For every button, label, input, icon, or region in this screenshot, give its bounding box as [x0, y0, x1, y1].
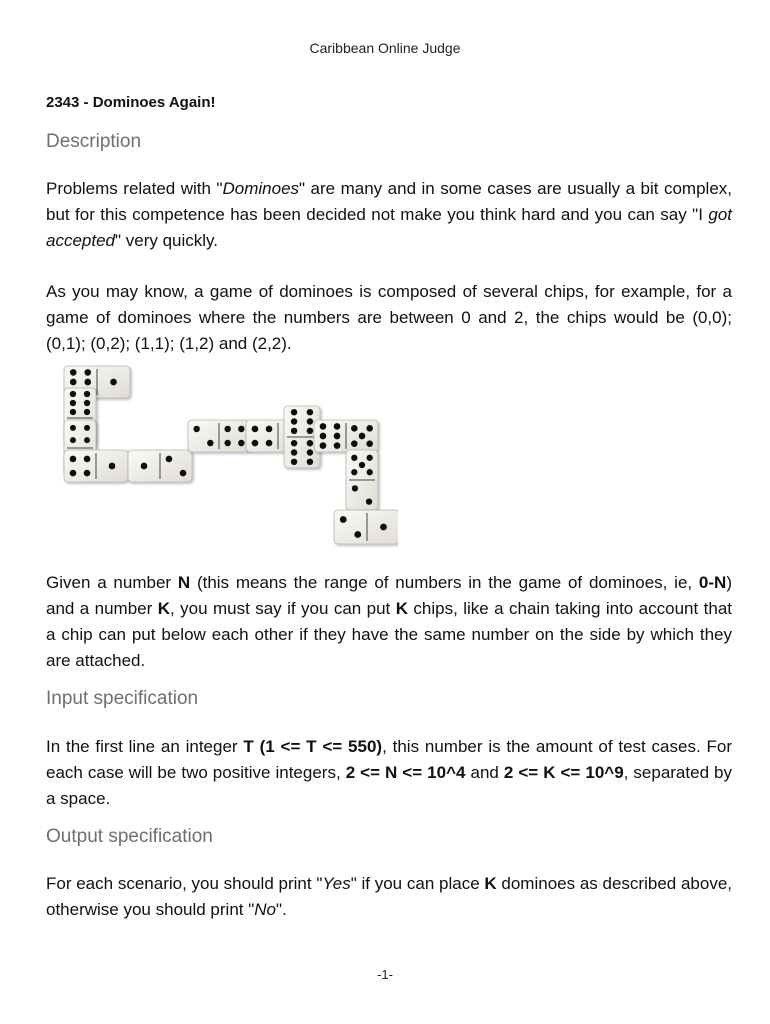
- domino-pip: [180, 470, 187, 477]
- domino-pip: [84, 379, 91, 386]
- domino-pip: [351, 440, 358, 447]
- domino-pip: [334, 423, 341, 430]
- domino-pip: [70, 470, 77, 477]
- domino-pip: [70, 379, 77, 386]
- domino-pip: [84, 400, 90, 406]
- domino-pip: [351, 469, 357, 475]
- domino-pip: [352, 485, 358, 491]
- domino-pip: [359, 433, 366, 440]
- domino-tile: [346, 450, 378, 510]
- domino-pip: [334, 442, 341, 449]
- domino-pip: [207, 440, 213, 446]
- domino-pip: [84, 470, 91, 477]
- description-paragraph-3: Given a number N (this means the range of numbers in the game of dominoes, ie, 0-N) and a number K, you must say if you can put K chips, like a chain taking into account that a chip can put below each other if they have the same number on the side by which they are attached.: [46, 573, 732, 670]
- domino-pip: [291, 440, 297, 446]
- domino-pip: [291, 449, 297, 455]
- domino-pip: [320, 423, 327, 430]
- domino-pip: [359, 462, 365, 468]
- domino-pip: [70, 369, 77, 376]
- domino-pip: [238, 440, 244, 446]
- domino-pip: [70, 391, 76, 397]
- domino-pip: [291, 418, 297, 424]
- domino-pip: [84, 437, 90, 443]
- domino-pip: [291, 428, 297, 434]
- domino-pip: [320, 442, 327, 449]
- domino-pip: [291, 459, 297, 465]
- domino-pip: [252, 440, 259, 447]
- site-header: Caribbean Online Judge: [309, 40, 461, 56]
- domino-pip: [291, 409, 297, 415]
- description-paragraph-1: Problems related with "Dominoes" are many and in some cases are usually a bit complex, but for this competence has been decided not make you think hard and you can say "I got accepted" very quickly.: [46, 179, 732, 250]
- output-specification-heading: Output specification: [46, 826, 213, 847]
- domino-pip: [84, 391, 90, 397]
- input-specification-paragraph: In the first line an integer T (1 <= T <= 550), this number is the amount of test cases. For each case will be two positive integers, 2 <= N <= 10^4 and 2 <= K <= 10^9, separated by a space.: [46, 737, 732, 808]
- description-heading: Description: [46, 131, 142, 152]
- domino-pip: [320, 433, 327, 440]
- domino-pip: [193, 426, 199, 432]
- domino-pip: [307, 428, 313, 434]
- domino-pip: [224, 440, 230, 446]
- domino-pip: [307, 409, 313, 415]
- domino-pip: [166, 456, 173, 463]
- domino-pip: [70, 437, 76, 443]
- domino-pip: [366, 440, 373, 447]
- domino-pip: [70, 425, 76, 431]
- output-specification-paragraph: For each scenario, you should print "Yes" if you can place K dominoes as described above, otherwise you should print "No".: [46, 874, 733, 919]
- domino-pip: [141, 463, 148, 470]
- input-specification-heading: Input specification: [46, 688, 199, 709]
- domino-face: [334, 510, 398, 544]
- domino-pip: [70, 400, 76, 406]
- domino-pip: [366, 425, 373, 432]
- domino-pip: [224, 426, 230, 432]
- domino-pip: [238, 426, 244, 432]
- page-number: -1-: [377, 967, 393, 982]
- domino-tile: [314, 420, 378, 452]
- dominoes-chain-figure: [58, 362, 398, 552]
- domino-pip: [70, 409, 76, 415]
- domino-pip: [252, 426, 259, 433]
- domino-pip: [307, 459, 313, 465]
- domino-pip: [367, 469, 373, 475]
- domino-pip: [110, 379, 117, 386]
- domino-tile: [128, 450, 192, 482]
- domino-pip: [307, 418, 313, 424]
- domino-pip: [307, 449, 313, 455]
- domino-tile: [64, 450, 128, 482]
- domino-pip: [351, 455, 357, 461]
- domino-pip: [380, 524, 387, 531]
- domino-tile: [188, 420, 250, 452]
- domino-pip: [266, 440, 273, 447]
- domino-pip: [351, 425, 358, 432]
- domino-pip: [266, 426, 273, 433]
- domino-pip: [367, 455, 373, 461]
- domino-pip: [70, 456, 77, 463]
- description-paragraph-2: As you may know, a game of dominoes is composed of several chips, for example, for a game of dominoes where the numbers are between 0 and 2, the chips would be (0,0); (0,1); (0,2); (1,1); (1,2) and (2,2).: [46, 282, 732, 353]
- domino-pip: [354, 531, 361, 538]
- domino-pip: [334, 433, 341, 440]
- domino-pip: [307, 440, 313, 446]
- domino-pip: [366, 498, 372, 504]
- domino-pip: [340, 516, 347, 523]
- problem-title: 2343 - Dominoes Again!: [46, 94, 216, 111]
- domino-pip: [84, 456, 91, 463]
- domino-tile: [334, 510, 398, 544]
- domino-pip: [84, 409, 90, 415]
- domino-pip: [109, 463, 116, 470]
- domino-pip: [84, 369, 91, 376]
- domino-pip: [84, 425, 90, 431]
